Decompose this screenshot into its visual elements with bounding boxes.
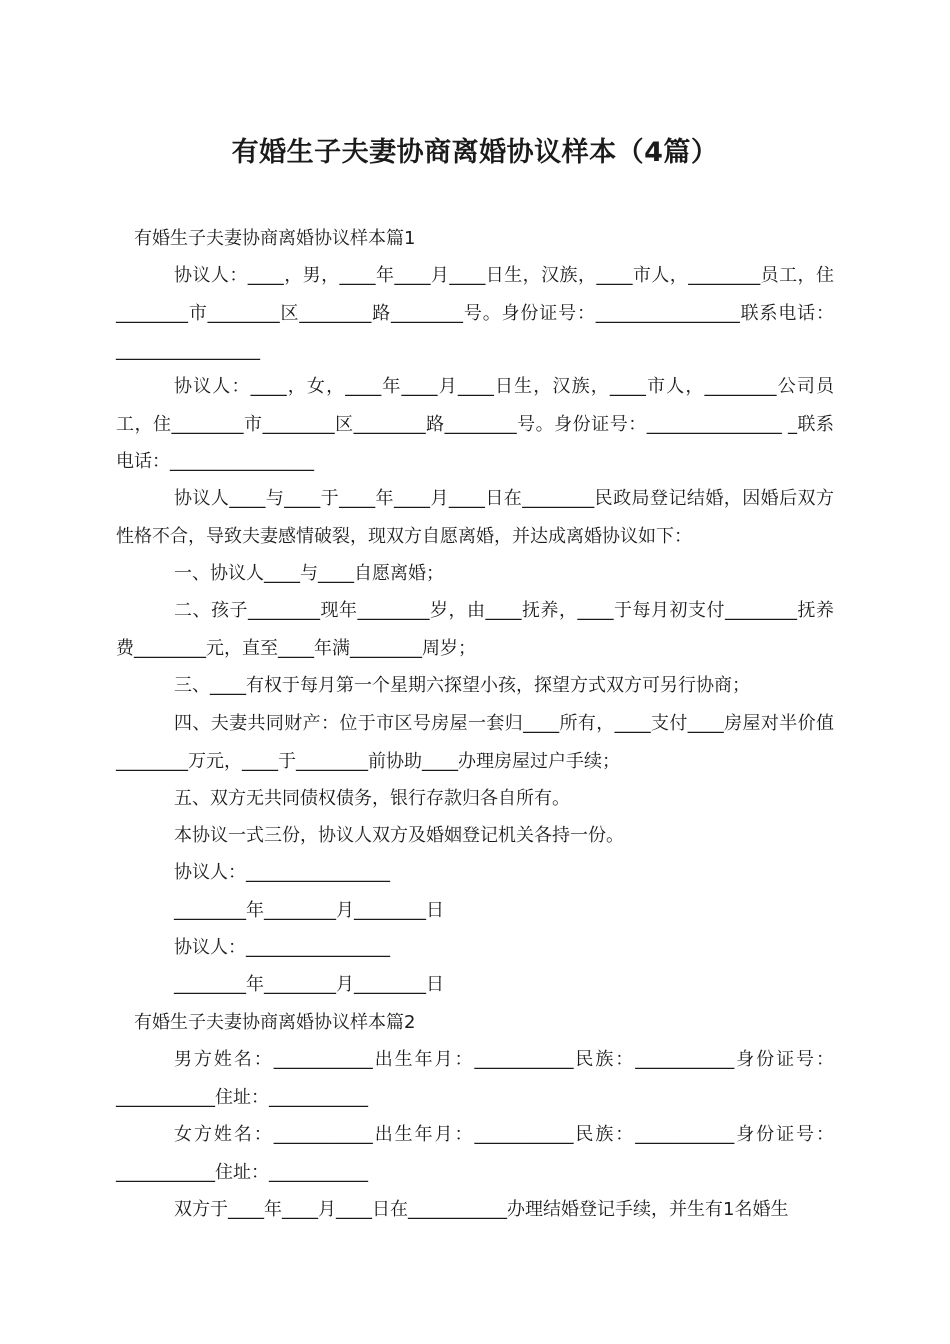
page-title: 有婚生子夫妻协商离婚协议样本（4篇） xyxy=(231,137,719,168)
paragraph: 男方姓名：___________出生年月：___________民族：___________身份证号：___________住址：___________ xyxy=(116,1049,834,1108)
date-line: ________年________月________日 xyxy=(174,974,444,995)
section-heading: 有婚生子夫妻协商离婚协议样本篇2 xyxy=(134,1012,416,1033)
paragraph: 协议人____与____于____年____月____日在________民政局登记结婚，因婚后双方性格不合，导致夫妻感情破裂，现双方自愿离婚，并达成离婚协议如下： xyxy=(116,488,834,547)
paragraph: 双方于____年____月____日在___________办理结婚登记手续，并生有1名婚生 xyxy=(174,1199,789,1220)
paragraph: 协议人：____，男，____年____月____日生，汉族，____市人，________员工，住________市________区________路________号。身份证号：________________联系电话：________________ xyxy=(116,265,834,361)
paragraph: 一、协议人____与____自愿离婚； xyxy=(174,563,444,584)
paragraph: 三、____有权于每月第一个星期六探望小孩，探望方式双方可另行协商； xyxy=(174,675,750,696)
date-line: ________年________月________日 xyxy=(174,900,444,921)
paragraph: 本协议一式三份，协议人双方及婚姻登记机关各持一份。 xyxy=(174,825,624,846)
paragraph: 协议人：____，女，____年____月____日生，汉族，____市人，________公司员工，住________市________区________路________号。身份证号：_______________ _联系电话：________________ xyxy=(116,376,834,472)
paragraph: 四、夫妻共同财产：位于市区号房屋一套归____所有，____支付____房屋对半价值________万元，____于________前协助____办理房屋过户手续； xyxy=(116,713,834,772)
signature-line: 协议人：________________ xyxy=(174,937,390,958)
paragraph: 女方姓名：___________出生年月：___________民族：___________身份证号：___________住址：___________ xyxy=(116,1124,834,1183)
paragraph: 五、双方无共同债权债务，银行存款归各自所有。 xyxy=(174,788,570,809)
section-heading: 有婚生子夫妻协商离婚协议样本篇1 xyxy=(134,228,416,249)
paragraph: 二、孩子________现年________岁，由____抚养，____于每月初支付________抚养费________元，直至____年满________周岁； xyxy=(116,600,834,659)
signature-line: 协议人：________________ xyxy=(174,862,390,883)
